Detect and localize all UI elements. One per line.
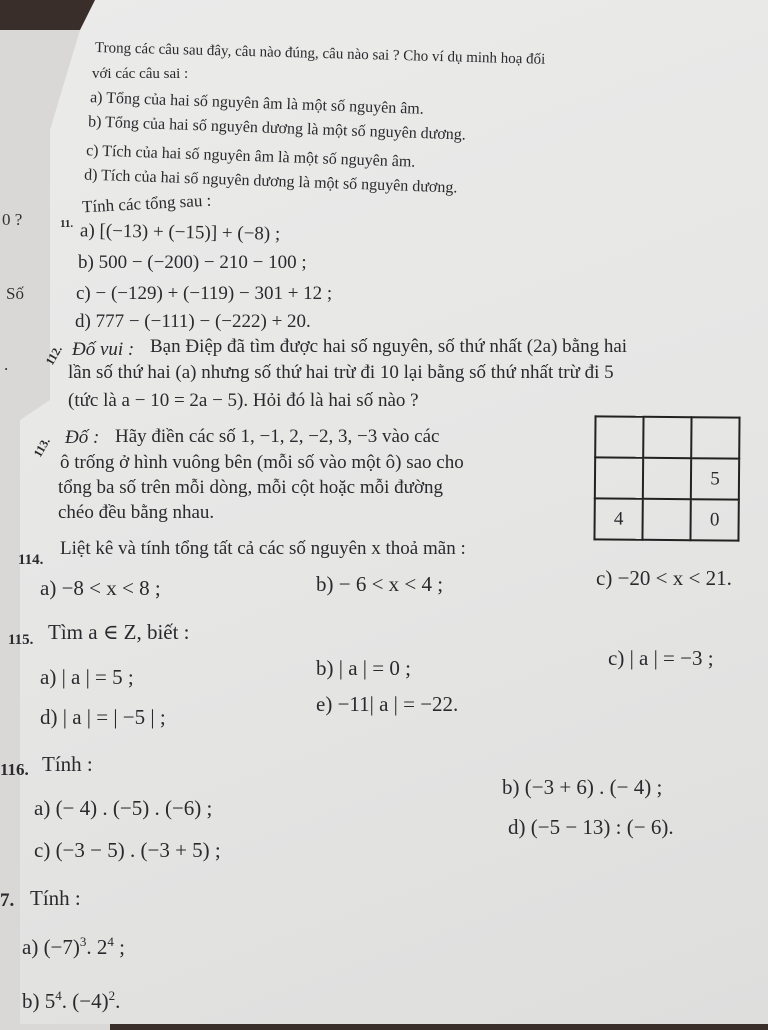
p115-item: c) | a | = −3 ;	[608, 646, 714, 670]
p114-item: a) −8 < x < 8 ;	[40, 576, 161, 600]
problem-number: 113.	[30, 434, 53, 460]
magic-square-grid	[593, 415, 740, 541]
problem-number: 115.	[8, 632, 34, 648]
problem-number: 112.	[42, 342, 65, 368]
margin-fragment: Số	[6, 284, 24, 303]
p110-item: a) Tổng của hai số nguyên âm là một số nguyên âm.	[89, 89, 425, 118]
p112-label: Đố vui :	[72, 339, 135, 360]
p115-title: Tìm a ∈ Z, biết :	[48, 620, 190, 644]
p115-item: d) | a | = | −5 | ;	[40, 705, 166, 729]
p113-text: Hãy điền các số 1, −1, 2, −2, 3, −3 vào các	[115, 426, 440, 447]
p110-intro: với các câu sai :	[92, 66, 189, 82]
p117-item-b	[22, 988, 120, 1014]
p115-item: b) | a | = 0 ;	[316, 656, 411, 680]
p110-item: b) Tổng của hai số nguyên dương là một số nguyên dương.	[87, 113, 467, 144]
p113-text: chéo đều bằng nhau.	[58, 502, 215, 523]
p111-item: b) 500 − (−200) − 210 − 100 ;	[78, 252, 307, 273]
exponent: 4	[55, 988, 62, 1003]
p110-intro: Trong các câu sau đây, câu nào đúng, câu nào sai ? Cho ví dụ minh hoạ đối	[94, 40, 546, 68]
problem-number: 7.	[0, 890, 15, 911]
p114-item: c) −20 < x < 21.	[596, 566, 732, 590]
grid-cell	[595, 416, 643, 457]
exponent: 3	[79, 934, 87, 949]
margin-fragment: 0 ?	[2, 210, 23, 229]
p111-item: c) − (−129) + (−119) − 301 + 12 ;	[76, 283, 333, 304]
p111-title: Tính các tổng sau :	[81, 190, 212, 217]
p117-item-a	[22, 934, 125, 960]
grid-cell	[595, 457, 643, 498]
p113-text: ô trống ở hình vuông bên (mỗi số vào một ô) sao cho	[60, 452, 464, 473]
p116-title: Tính :	[42, 752, 93, 776]
expr: b) 5	[22, 989, 56, 1013]
exponent: 4	[107, 934, 114, 949]
p116-item: d) (−5 − 13) : (− 6).	[508, 815, 674, 839]
p112-text: (tức là a − 10 = 2a − 5). Hỏi đó là hai số nào ?	[68, 390, 419, 411]
p117-title: Tính :	[30, 886, 81, 910]
expr: .	[115, 989, 121, 1013]
p110-item: c) Tích của hai số nguyên âm là một số nguyên âm.	[85, 142, 416, 171]
grid-cell	[691, 417, 739, 458]
p114-item: b) − 6 < x < 4 ;	[316, 572, 444, 596]
p112-text: Bạn Điệp đã tìm được hai số nguyên, số thứ nhất (2a) bằng hai	[150, 336, 628, 357]
p116-item: b) (−3 + 6) . (− 4) ;	[502, 775, 663, 799]
expr: ;	[113, 935, 125, 959]
p116-item: a) (− 4) . (−5) . (−6) ;	[34, 796, 213, 820]
problem-number: 116.	[0, 760, 29, 779]
problem-number: 114.	[18, 552, 44, 568]
p113-text: tổng ba số trên mỗi dòng, mỗi cột hoặc mỗi đường	[58, 477, 443, 498]
exponent: 2	[108, 988, 116, 1003]
p113-label: Đố :	[65, 427, 100, 448]
expr: . 2	[86, 935, 108, 959]
p110-item: d) Tích của hai số nguyên dương là một số nguyên dương.	[83, 166, 458, 197]
p115-item: a) | a | = 5 ;	[40, 665, 134, 689]
margin-fragment: .	[4, 355, 9, 374]
p111-item: d) 777 − (−111) − (−222) + 20.	[75, 311, 311, 332]
grid-cell: 4	[594, 498, 642, 539]
p112-text: lần số thứ hai (a) nhưng số thứ hai trừ đi 10 lại bằng số thứ nhất trừ đi 5	[68, 362, 614, 383]
p111-item: a) [(−13) + (−15)] + (−8) ;	[79, 220, 281, 245]
p116-item: c) (−3 − 5) . (−3 + 5) ;	[34, 838, 221, 862]
p114-title: Liệt kê và tính tổng tất cả các số nguyên x thoả mãn :	[60, 538, 466, 559]
grid-cell: 0	[690, 499, 738, 540]
problem-number: 11.	[60, 218, 74, 230]
grid-cell	[643, 458, 691, 499]
grid-cell	[643, 417, 691, 458]
expr: . (−4)	[61, 989, 109, 1013]
grid-cell: 5	[691, 458, 739, 499]
p115-item: e) −11| a | = −22.	[316, 692, 459, 716]
expr: a) (−7)	[22, 935, 80, 959]
grid-cell	[642, 499, 690, 540]
